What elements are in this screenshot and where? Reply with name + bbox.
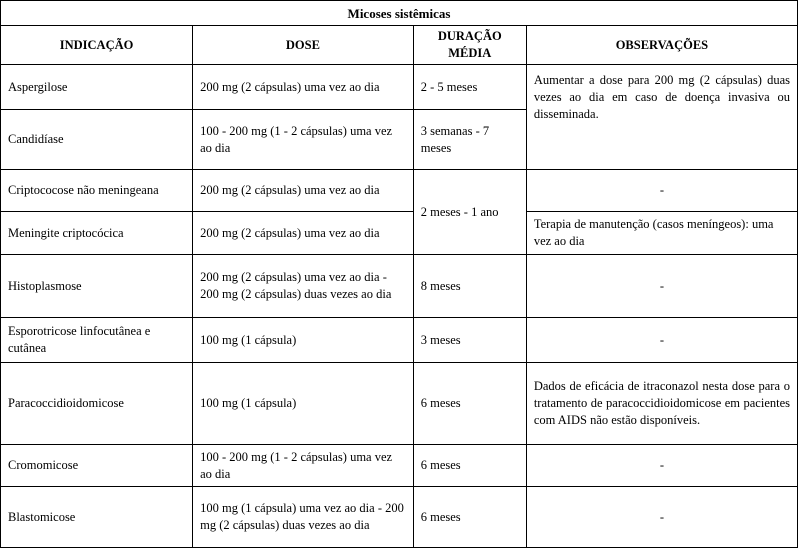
cell-duracao: 2 meses - 1 ano: [413, 170, 526, 255]
cell-observacao: -: [526, 170, 797, 212]
table-row: [1, 318, 798, 363]
header-duracao: [413, 26, 526, 65]
cell-indicacao: Criptococose não meningeana: [1, 170, 193, 212]
cell-observacao: Terapia de manutenção (casos meníngeos): uma vez ao dia: [526, 212, 797, 255]
header-duracao-line2: MÉDIA: [448, 46, 492, 60]
cell-indicacao: Candidíase: [1, 110, 193, 170]
cell-indicacao: Paracoccidioidomicose: [1, 363, 193, 445]
table-row: [1, 445, 798, 487]
table-row: [1, 212, 798, 255]
cell-observacao: Aumentar a dose para 200 mg (2 cápsulas) duas vezes ao dia em caso de doença invasiva ou disseminada.: [526, 65, 797, 170]
header-row: [1, 26, 798, 65]
cell-duracao: 8 meses: [413, 255, 526, 318]
table-title: Micoses sistêmicas: [1, 1, 798, 26]
cell-dose: 200 mg (2 cápsulas) uma vez ao dia - 200 mg (2 cápsulas) duas vezes ao dia: [193, 255, 414, 318]
cell-indicacao: Aspergilose: [1, 65, 193, 110]
cell-duracao: 3 meses: [413, 318, 526, 363]
table-row: [1, 363, 798, 445]
cell-observacao: -: [526, 445, 797, 487]
cell-observacao: Dados de eficácia de itraconazol nesta dose para o tratamento de paracoccidioidomicose em pacientes com AIDS não estão disponíveis.: [526, 363, 797, 445]
header-duracao-line1: DURAÇÃO: [437, 29, 502, 43]
header-indicacao: INDICAÇÃO: [1, 26, 193, 65]
cell-duracao: 2 - 5 meses: [413, 65, 526, 110]
table-row: [1, 170, 798, 212]
cell-observacao: -: [526, 255, 797, 318]
cell-dose: 100 mg (1 cápsula) uma vez ao dia - 200 mg (2 cápsulas) duas vezes ao dia: [193, 487, 414, 548]
table-row: [1, 255, 798, 318]
cell-dose: 100 - 200 mg (1 - 2 cápsulas) uma vez ao dia: [193, 110, 414, 170]
cell-dose: 100 mg (1 cápsula): [193, 363, 414, 445]
table-row: [1, 65, 798, 110]
header-dose: DOSE: [193, 26, 414, 65]
cell-dose: 100 - 200 mg (1 - 2 cápsulas) uma vez ao dia: [193, 445, 414, 487]
cell-indicacao: Cromomicose: [1, 445, 193, 487]
cell-dose: 200 mg (2 cápsulas) uma vez ao dia: [193, 65, 414, 110]
cell-duracao: 6 meses: [413, 445, 526, 487]
cell-duracao: 3 semanas - 7 meses: [413, 110, 526, 170]
cell-dose: 200 mg (2 cápsulas) uma vez ao dia: [193, 170, 414, 212]
cell-observacao: -: [526, 318, 797, 363]
cell-duracao: 6 meses: [413, 363, 526, 445]
table-row: [1, 487, 798, 548]
table-title-row: [1, 1, 798, 26]
cell-indicacao: Meningite criptocócica: [1, 212, 193, 255]
cell-indicacao: Histoplasmose: [1, 255, 193, 318]
cell-indicacao: Esporotricose linfocutânea e cutânea: [1, 318, 193, 363]
cell-observacao: -: [526, 487, 797, 548]
cell-dose: 200 mg (2 cápsulas) uma vez ao dia: [193, 212, 414, 255]
header-observacoes: OBSERVAÇÕES: [526, 26, 797, 65]
cell-duracao: 6 meses: [413, 487, 526, 548]
cell-indicacao: Blastomicose: [1, 487, 193, 548]
cell-dose: 100 mg (1 cápsula): [193, 318, 414, 363]
